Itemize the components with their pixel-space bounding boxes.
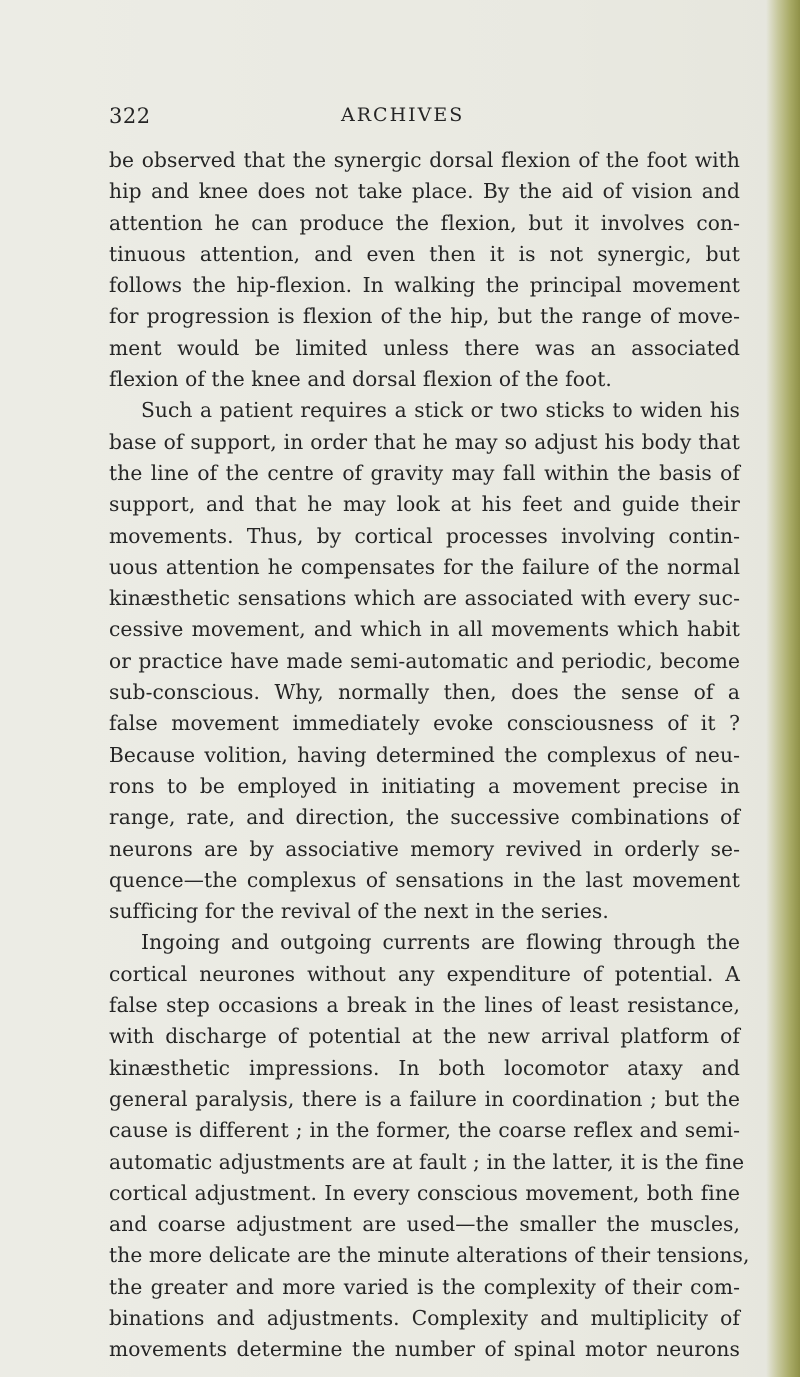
text-line: kinæsthetic impressions. In both locomotor ataxy and [109, 1055, 740, 1080]
text-line: sub-conscious. Why, normally then, does the sense of a [109, 680, 740, 705]
text-line: kinæsthetic sensations which are associated with every suc- [109, 586, 740, 611]
text-line: general paralysis, there is a failure in coordination ; but the [109, 1086, 740, 1111]
text-line: and coarse adjustment are used—the smaller the muscles, [109, 1212, 740, 1237]
text-line: base of support, in order that he may so adjust his body that [109, 429, 740, 454]
text-line: movements. Thus, by cortical processes involving contin- [109, 523, 740, 548]
text-line: range, rate, and direction, the successive combinations of [109, 805, 740, 830]
text-line: Ingoing and outgoing currents are flowing through the [141, 930, 740, 955]
text-line: Because volition, having determined the complexus of neu- [109, 742, 740, 767]
text-line: cessive movement, and which in all movements which habit [109, 617, 740, 642]
text-line: movements determine the number of spinal motor neurons [109, 1337, 740, 1362]
text-line: cause is different ; in the former, the coarse reflex and semi- [109, 1118, 740, 1143]
text-line: support, and that he may look at his feet and guide their [109, 492, 740, 517]
text-line: ment would be limited unless there was an associated [109, 335, 740, 360]
text-line: with discharge of potential at the new arrival platform of [109, 1024, 740, 1049]
page-header [109, 104, 739, 134]
text-line: automatic adjustments are at fault ; in the latter, it is the fine [109, 1149, 745, 1174]
text-line: for progression is flexion of the hip, but the range of move- [109, 304, 740, 329]
body-text [109, 145, 750, 1366]
text-line: attention he can produce the flexion, but it involves con- [109, 210, 740, 235]
text-line: Such a patient requires a stick or two sticks to widen his [141, 398, 740, 423]
text-line: be observed that the synergic dorsal flexion of the foot with [109, 148, 740, 172]
text-line: binations and adjustments. Complexity and multiplicity of [109, 1305, 740, 1330]
text-line: the more delicate are the minute alterations of their tensions, [109, 1243, 750, 1268]
text-line: flexion of the knee and dorsal flexion of the foot. [109, 367, 612, 392]
text-line: tinuous attention, and even then it is not synergic, but [109, 241, 740, 266]
text-line: the line of the centre of gravity may fall within the basis of [109, 460, 740, 485]
text-line: uous attention he compensates for the failure of the normal [109, 554, 740, 579]
text-line: rons to be employed in initiating a movement precise in [109, 773, 740, 798]
text-line: quence—the complexus of sensations in the last movement [109, 867, 740, 892]
text-line: false step occasions a break in the lines of least resistance, [109, 993, 740, 1018]
text-line: cortical neurones without any expenditure of potential. A [109, 961, 740, 986]
text-line: cortical adjustment. In every conscious movement, both fine [109, 1180, 740, 1205]
text-line: hip and knee does not take place. By the aid of vision and [109, 179, 740, 204]
text-line: sufficing for the revival of the next in the series. [109, 899, 609, 924]
text-line: the greater and more varied is the complexity of their com- [109, 1274, 740, 1299]
page-edge-shadow [766, 0, 800, 1377]
text-line: follows the hip-flexion. In walking the principal movement [109, 273, 740, 298]
text-line: neurons are by associative memory revived in orderly se- [109, 836, 740, 861]
text-line: or practice have made semi-automatic and periodic, become [109, 648, 740, 673]
text-line: false movement immediately evoke consciousness of it ? [109, 711, 740, 736]
running-head: ARCHIVES [341, 104, 465, 126]
page-number: 322 [109, 104, 151, 128]
